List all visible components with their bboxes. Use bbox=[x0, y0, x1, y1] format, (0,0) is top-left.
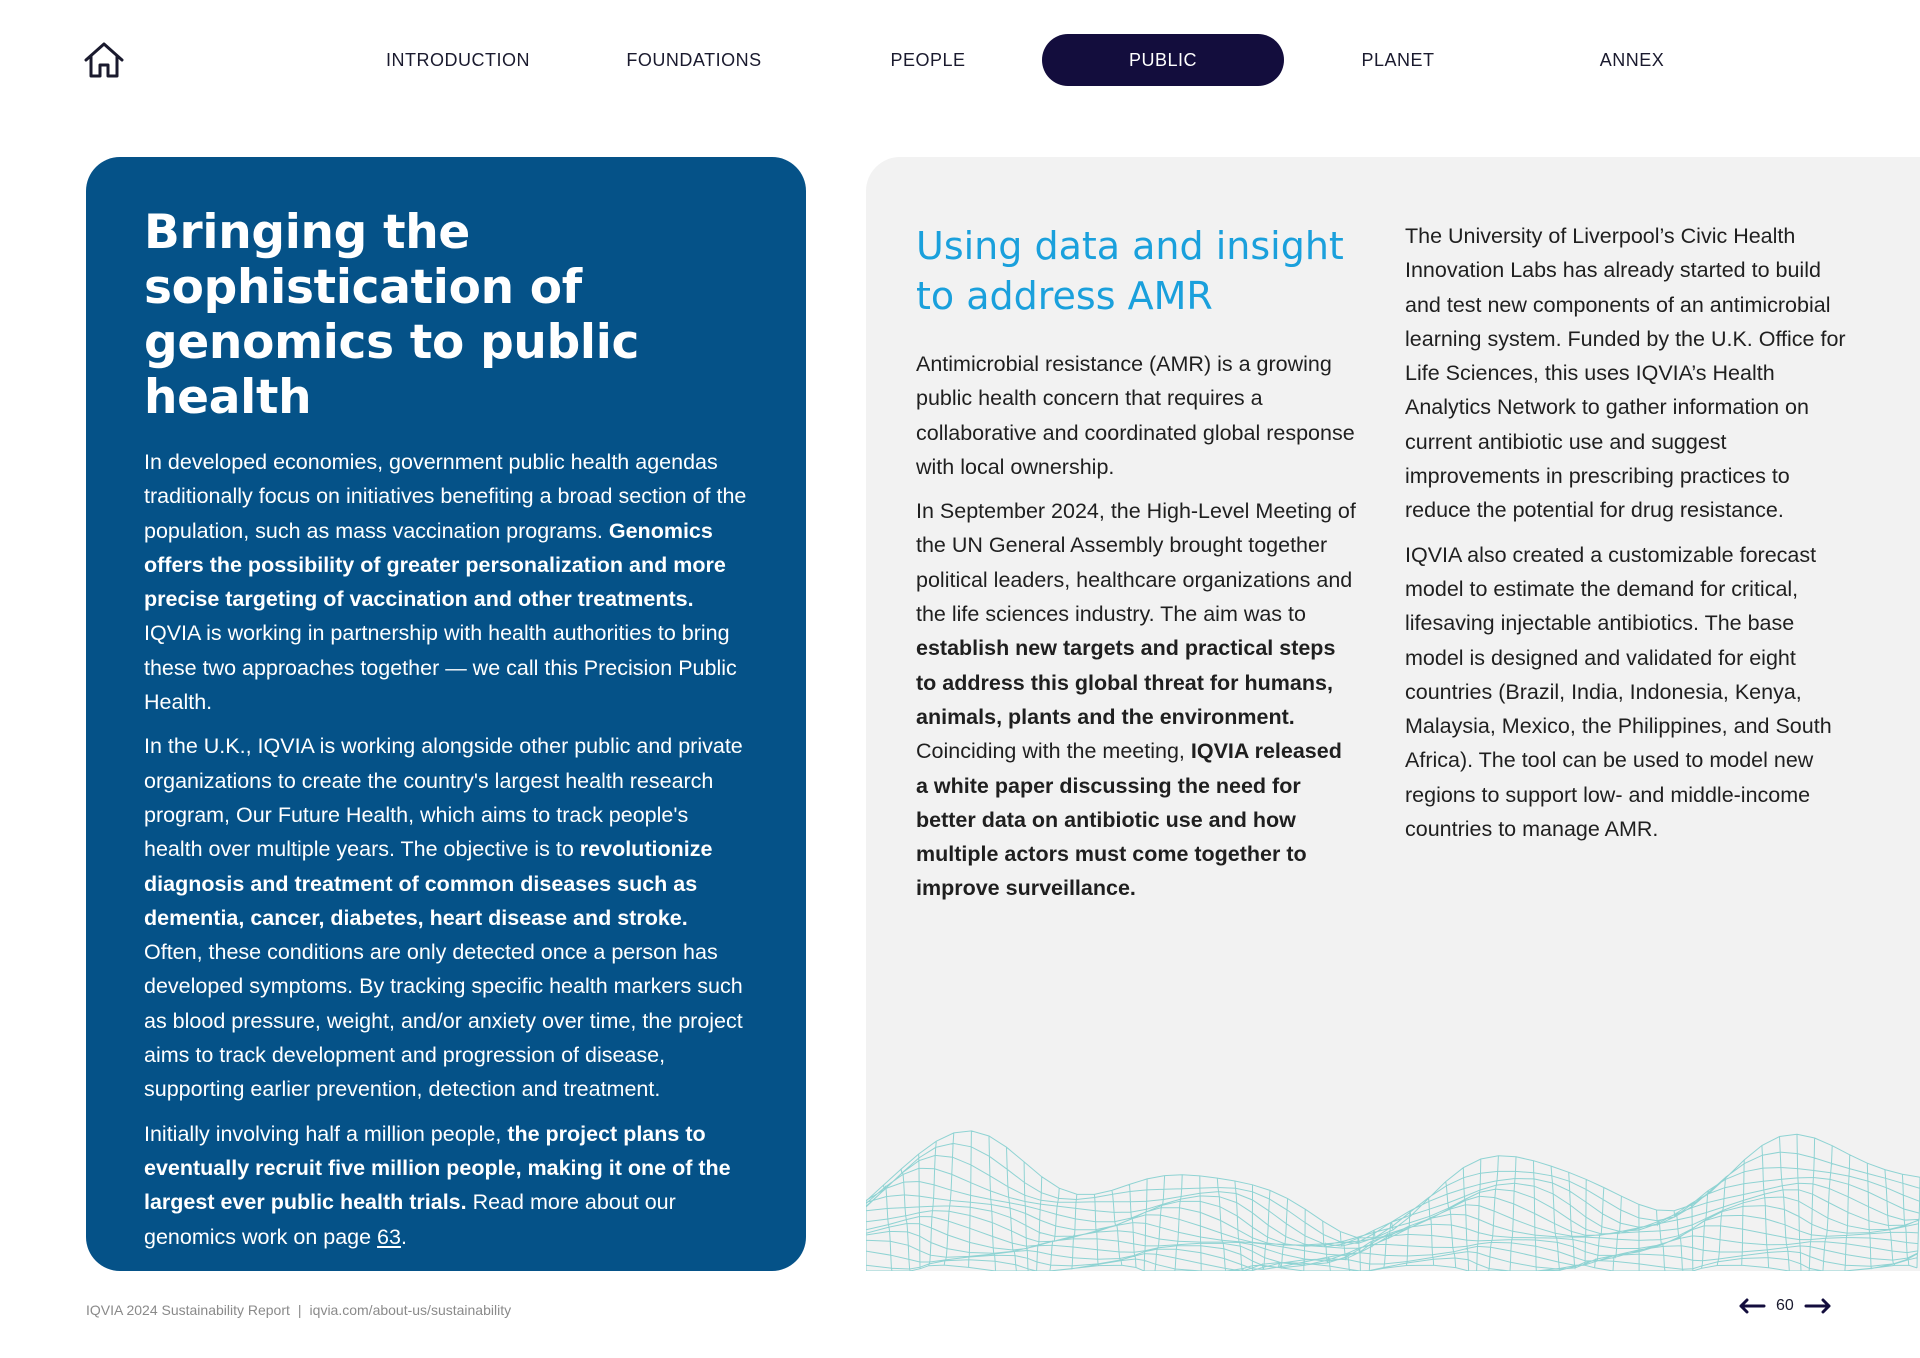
forecast-model-paragraph: IQVIA also created a customizable forecast model to estimate the demand for critical, lifesaving injectable antibiotics. The base model is designed and validated for eight countries (Brazil, India, Indonesia, Kenya, Malaysia, Mexico, the Philippines, and South Africa). The tool can be used to model new regions to support low- and middle-income countries to manage AMR. bbox=[1405, 542, 1832, 842]
nav-people[interactable]: PEOPLE bbox=[890, 50, 966, 70]
genomics-paragraph-3: Initially involving half a million people, the project plans to eventually recruit five million people, making it one of the largest ever public health trials. Read more about our genomics work on page 63. bbox=[144, 1121, 731, 1249]
footer-report-name: IQVIA 2024 Sustainability Report bbox=[86, 1302, 290, 1318]
amr-paragraph-2: In September 2024, the High-Level Meeting of the UN General Assembly brought together political leaders, healthcare organizations and the life sciences industry. The aim was to establish new targets and practical steps to address this global threat for humans, animals, plants and the environment. Coinciding with the meeting, IQVIA released a white paper discussing the need for better data on antibiotic use and how multiple actors must come together to improve surveillance. bbox=[916, 499, 1356, 901]
amr-middle-column bbox=[916, 221, 1356, 916]
liverpool-paragraph: The University of Liverpool’s Civic Health Innovation Labs has already started to build and test new components of an antimicrobial learning system. Funded by the U.K. Office for Life Sciences, this uses IQVIA’s Health Analytics Network to gather information on current antibiotic use and suggest improvements in prescribing practices to reduce the potential for drug resistance. bbox=[1405, 224, 1846, 523]
genomics-paragraph-2: In the U.K., IQVIA is working alongside other public and private organizations to create the country's largest health research program, Our Future Health, which aims to track people's health over multiple years. The objective is to revolutionize diagnosis and treatment of common diseases such as dementia, cancer, diabetes, heart disease and stroke. Often, these conditions are only detected once a person has developed symptoms. By tracking specific health markers such as blood pressure, weight, and/or anxiety over time, the project aims to track development and progression of disease, supporting earlier prevention, detection and treatment. bbox=[144, 734, 743, 1102]
footer-url[interactable]: iqvia.com/about-us/sustainability bbox=[309, 1302, 512, 1318]
wireframe-mountain-mesh bbox=[866, 1041, 1920, 1271]
nav-foundations[interactable]: FOUNDATIONS bbox=[626, 50, 762, 70]
arrow-left-icon[interactable] bbox=[1738, 1298, 1766, 1314]
mesh-lines bbox=[866, 1131, 1920, 1271]
footer bbox=[86, 1302, 511, 1318]
page-63-link[interactable]: 63 bbox=[377, 1224, 401, 1249]
nav-planet[interactable]: PLANET bbox=[1361, 50, 1435, 70]
amr-section-title: Using data and insight to address AMR bbox=[916, 224, 1344, 318]
footer-separator: | bbox=[297, 1302, 302, 1318]
arrow-right-icon[interactable] bbox=[1804, 1298, 1832, 1314]
nav-public[interactable]: PUBLIC bbox=[1042, 34, 1284, 86]
amr-paragraph-1: Antimicrobial resistance (AMR) is a growing public health concern that requires a collaborative and coordinated global response with local ownership. bbox=[916, 352, 1355, 479]
nav-introduction[interactable]: INTRODUCTION bbox=[386, 50, 530, 70]
amr-right-column bbox=[1405, 219, 1855, 856]
page-navigation bbox=[1738, 1294, 1832, 1318]
nav-annex[interactable]: ANNEX bbox=[1599, 50, 1665, 70]
page-number: 60 bbox=[1776, 1297, 1794, 1314]
genomics-paragraph-1: In developed economies, government public health agendas traditionally focus on initiatives benefiting a broad section of the population, such as mass vaccination programs. Genomics offers the possibility of greater personalization and more precise targeting of vaccination and other treatments. IQVIA is working in partnership with health authorities to bring these two approaches together — we call this Precision Public Health. bbox=[144, 450, 747, 715]
top-navigation bbox=[0, 34, 1920, 86]
genomics-card bbox=[86, 157, 806, 1271]
genomics-card-title: Bringing the sophistication of genomics to public health bbox=[144, 205, 640, 425]
amr-panel bbox=[866, 157, 1920, 1271]
